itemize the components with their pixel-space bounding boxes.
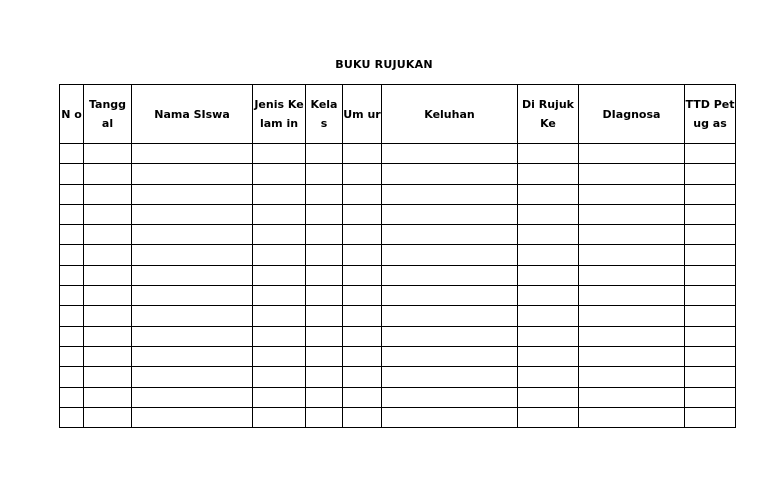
table-cell-keluhan: [382, 346, 518, 366]
table-cell-umur: [343, 204, 382, 224]
table-cell-di-rujuk-ke: [518, 286, 579, 306]
table-cell-jenis-kelamin: [253, 306, 306, 326]
table-cell-kelas: [306, 265, 343, 285]
table-cell-jenis-kelamin: [253, 144, 306, 164]
table-cell-keluhan: [382, 164, 518, 184]
table-cell-nama-siswa: [132, 326, 253, 346]
table-row: [60, 346, 736, 366]
table-cell-ttd-petugas: [685, 245, 736, 265]
column-header-ttd-petugas: TTD Petug as: [685, 85, 736, 144]
table-cell-tanggal: [84, 225, 132, 245]
table-row: [60, 387, 736, 407]
table-row: [60, 204, 736, 224]
table-cell-umur: [343, 164, 382, 184]
table-cell-diagnosa: [579, 387, 685, 407]
table-cell-keluhan: [382, 225, 518, 245]
table-cell-diagnosa: [579, 184, 685, 204]
table-cell-di-rujuk-ke: [518, 184, 579, 204]
table-cell-ttd-petugas: [685, 204, 736, 224]
table-cell-diagnosa: [579, 407, 685, 427]
table-cell-nama-siswa: [132, 346, 253, 366]
table-cell-no: [60, 245, 84, 265]
table-cell-di-rujuk-ke: [518, 204, 579, 224]
table-cell-kelas: [306, 367, 343, 387]
column-header-tanggal: Tangg al: [84, 85, 132, 144]
table-cell-jenis-kelamin: [253, 245, 306, 265]
table-cell-kelas: [306, 407, 343, 427]
table-cell-ttd-petugas: [685, 387, 736, 407]
table-cell-diagnosa: [579, 367, 685, 387]
table-cell-tanggal: [84, 326, 132, 346]
column-header-diagnosa: DIagnosa: [579, 85, 685, 144]
table-cell-ttd-petugas: [685, 407, 736, 427]
table-cell-diagnosa: [579, 286, 685, 306]
table-cell-kelas: [306, 164, 343, 184]
table-cell-di-rujuk-ke: [518, 164, 579, 184]
table-row: [60, 306, 736, 326]
table-cell-jenis-kelamin: [253, 286, 306, 306]
table-cell-jenis-kelamin: [253, 184, 306, 204]
table-cell-di-rujuk-ke: [518, 225, 579, 245]
table-cell-ttd-petugas: [685, 306, 736, 326]
table-cell-nama-siswa: [132, 144, 253, 164]
table-cell-nama-siswa: [132, 204, 253, 224]
table-cell-no: [60, 184, 84, 204]
table-cell-diagnosa: [579, 306, 685, 326]
table-cell-umur: [343, 346, 382, 366]
table-cell-jenis-kelamin: [253, 326, 306, 346]
table-cell-no: [60, 346, 84, 366]
table-cell-tanggal: [84, 265, 132, 285]
table-cell-no: [60, 265, 84, 285]
table-cell-tanggal: [84, 144, 132, 164]
table-cell-tanggal: [84, 387, 132, 407]
table-cell-jenis-kelamin: [253, 346, 306, 366]
table-body: [60, 144, 736, 428]
table-cell-tanggal: [84, 164, 132, 184]
table-cell-ttd-petugas: [685, 184, 736, 204]
table-row: [60, 326, 736, 346]
table-cell-di-rujuk-ke: [518, 326, 579, 346]
table-row: [60, 367, 736, 387]
table-cell-kelas: [306, 245, 343, 265]
table-cell-keluhan: [382, 144, 518, 164]
table-row: [60, 286, 736, 306]
table-cell-jenis-kelamin: [253, 204, 306, 224]
column-header-keluhan: Keluhan: [382, 85, 518, 144]
table-cell-no: [60, 204, 84, 224]
table-cell-keluhan: [382, 387, 518, 407]
table-cell-di-rujuk-ke: [518, 306, 579, 326]
table-cell-jenis-kelamin: [253, 367, 306, 387]
table-cell-keluhan: [382, 367, 518, 387]
table-row: [60, 184, 736, 204]
table-cell-di-rujuk-ke: [518, 265, 579, 285]
table-cell-umur: [343, 225, 382, 245]
table-cell-tanggal: [84, 286, 132, 306]
table-cell-ttd-petugas: [685, 164, 736, 184]
document-title: BUKU RUJUKAN: [335, 58, 433, 71]
table-cell-umur: [343, 387, 382, 407]
table-cell-diagnosa: [579, 225, 685, 245]
table-cell-tanggal: [84, 184, 132, 204]
table-cell-umur: [343, 306, 382, 326]
column-header-di-rujuk-ke: Di Rujuk Ke: [518, 85, 579, 144]
table-row: [60, 144, 736, 164]
table-cell-umur: [343, 407, 382, 427]
table-cell-ttd-petugas: [685, 367, 736, 387]
table-cell-diagnosa: [579, 326, 685, 346]
table-cell-nama-siswa: [132, 164, 253, 184]
table-cell-ttd-petugas: [685, 144, 736, 164]
table-cell-kelas: [306, 286, 343, 306]
table-cell-keluhan: [382, 306, 518, 326]
table-cell-keluhan: [382, 326, 518, 346]
table-cell-nama-siswa: [132, 184, 253, 204]
table-cell-kelas: [306, 387, 343, 407]
table-cell-diagnosa: [579, 245, 685, 265]
table-cell-nama-siswa: [132, 367, 253, 387]
column-header-jenis-kelamin: Jenis Kelam in: [253, 85, 306, 144]
table-cell-di-rujuk-ke: [518, 387, 579, 407]
table-cell-keluhan: [382, 286, 518, 306]
table-cell-no: [60, 225, 84, 245]
table-cell-ttd-petugas: [685, 265, 736, 285]
table-cell-nama-siswa: [132, 286, 253, 306]
table-cell-nama-siswa: [132, 225, 253, 245]
table-cell-di-rujuk-ke: [518, 407, 579, 427]
table-cell-diagnosa: [579, 144, 685, 164]
table-cell-nama-siswa: [132, 407, 253, 427]
table-cell-no: [60, 326, 84, 346]
table-cell-no: [60, 407, 84, 427]
table-cell-keluhan: [382, 265, 518, 285]
table-cell-jenis-kelamin: [253, 164, 306, 184]
table-cell-ttd-petugas: [685, 346, 736, 366]
table-cell-umur: [343, 367, 382, 387]
referral-register-table: [59, 84, 736, 428]
column-header-umur: Um ur: [343, 85, 382, 144]
table-cell-no: [60, 387, 84, 407]
table-cell-kelas: [306, 306, 343, 326]
table-cell-ttd-petugas: [685, 286, 736, 306]
table-cell-keluhan: [382, 407, 518, 427]
table-cell-keluhan: [382, 184, 518, 204]
table-cell-tanggal: [84, 367, 132, 387]
table-cell-no: [60, 164, 84, 184]
table-cell-tanggal: [84, 204, 132, 224]
table-cell-ttd-petugas: [685, 326, 736, 346]
table-cell-diagnosa: [579, 265, 685, 285]
table-row: [60, 225, 736, 245]
table-cell-umur: [343, 326, 382, 346]
table-cell-tanggal: [84, 346, 132, 366]
table-cell-umur: [343, 265, 382, 285]
table-cell-tanggal: [84, 407, 132, 427]
table-cell-di-rujuk-ke: [518, 144, 579, 164]
table-cell-no: [60, 144, 84, 164]
table-cell-kelas: [306, 346, 343, 366]
table-cell-umur: [343, 184, 382, 204]
table-cell-no: [60, 286, 84, 306]
table-cell-nama-siswa: [132, 265, 253, 285]
table-cell-umur: [343, 286, 382, 306]
table-cell-kelas: [306, 326, 343, 346]
table-cell-diagnosa: [579, 164, 685, 184]
table-row: [60, 265, 736, 285]
table-cell-di-rujuk-ke: [518, 367, 579, 387]
table-cell-jenis-kelamin: [253, 387, 306, 407]
table-cell-kelas: [306, 204, 343, 224]
table-cell-keluhan: [382, 204, 518, 224]
table-cell-di-rujuk-ke: [518, 245, 579, 265]
header-row: [60, 85, 736, 144]
column-header-kelas: Kela s: [306, 85, 343, 144]
table-cell-jenis-kelamin: [253, 407, 306, 427]
table-cell-nama-siswa: [132, 306, 253, 326]
table-cell-umur: [343, 245, 382, 265]
table-cell-di-rujuk-ke: [518, 346, 579, 366]
table-cell-no: [60, 306, 84, 326]
table-cell-kelas: [306, 184, 343, 204]
table-cell-keluhan: [382, 245, 518, 265]
table-cell-nama-siswa: [132, 245, 253, 265]
table-cell-no: [60, 367, 84, 387]
table-cell-diagnosa: [579, 204, 685, 224]
table-cell-kelas: [306, 144, 343, 164]
table-row: [60, 164, 736, 184]
table-row: [60, 245, 736, 265]
column-header-no: N o: [60, 85, 84, 144]
table-row: [60, 407, 736, 427]
table-cell-umur: [343, 144, 382, 164]
table-cell-jenis-kelamin: [253, 265, 306, 285]
table-cell-kelas: [306, 225, 343, 245]
table-cell-ttd-petugas: [685, 225, 736, 245]
table-cell-tanggal: [84, 245, 132, 265]
table-cell-tanggal: [84, 306, 132, 326]
table-cell-jenis-kelamin: [253, 225, 306, 245]
table-cell-nama-siswa: [132, 387, 253, 407]
column-header-nama-siswa: Nama SIswa: [132, 85, 253, 144]
table-cell-diagnosa: [579, 346, 685, 366]
